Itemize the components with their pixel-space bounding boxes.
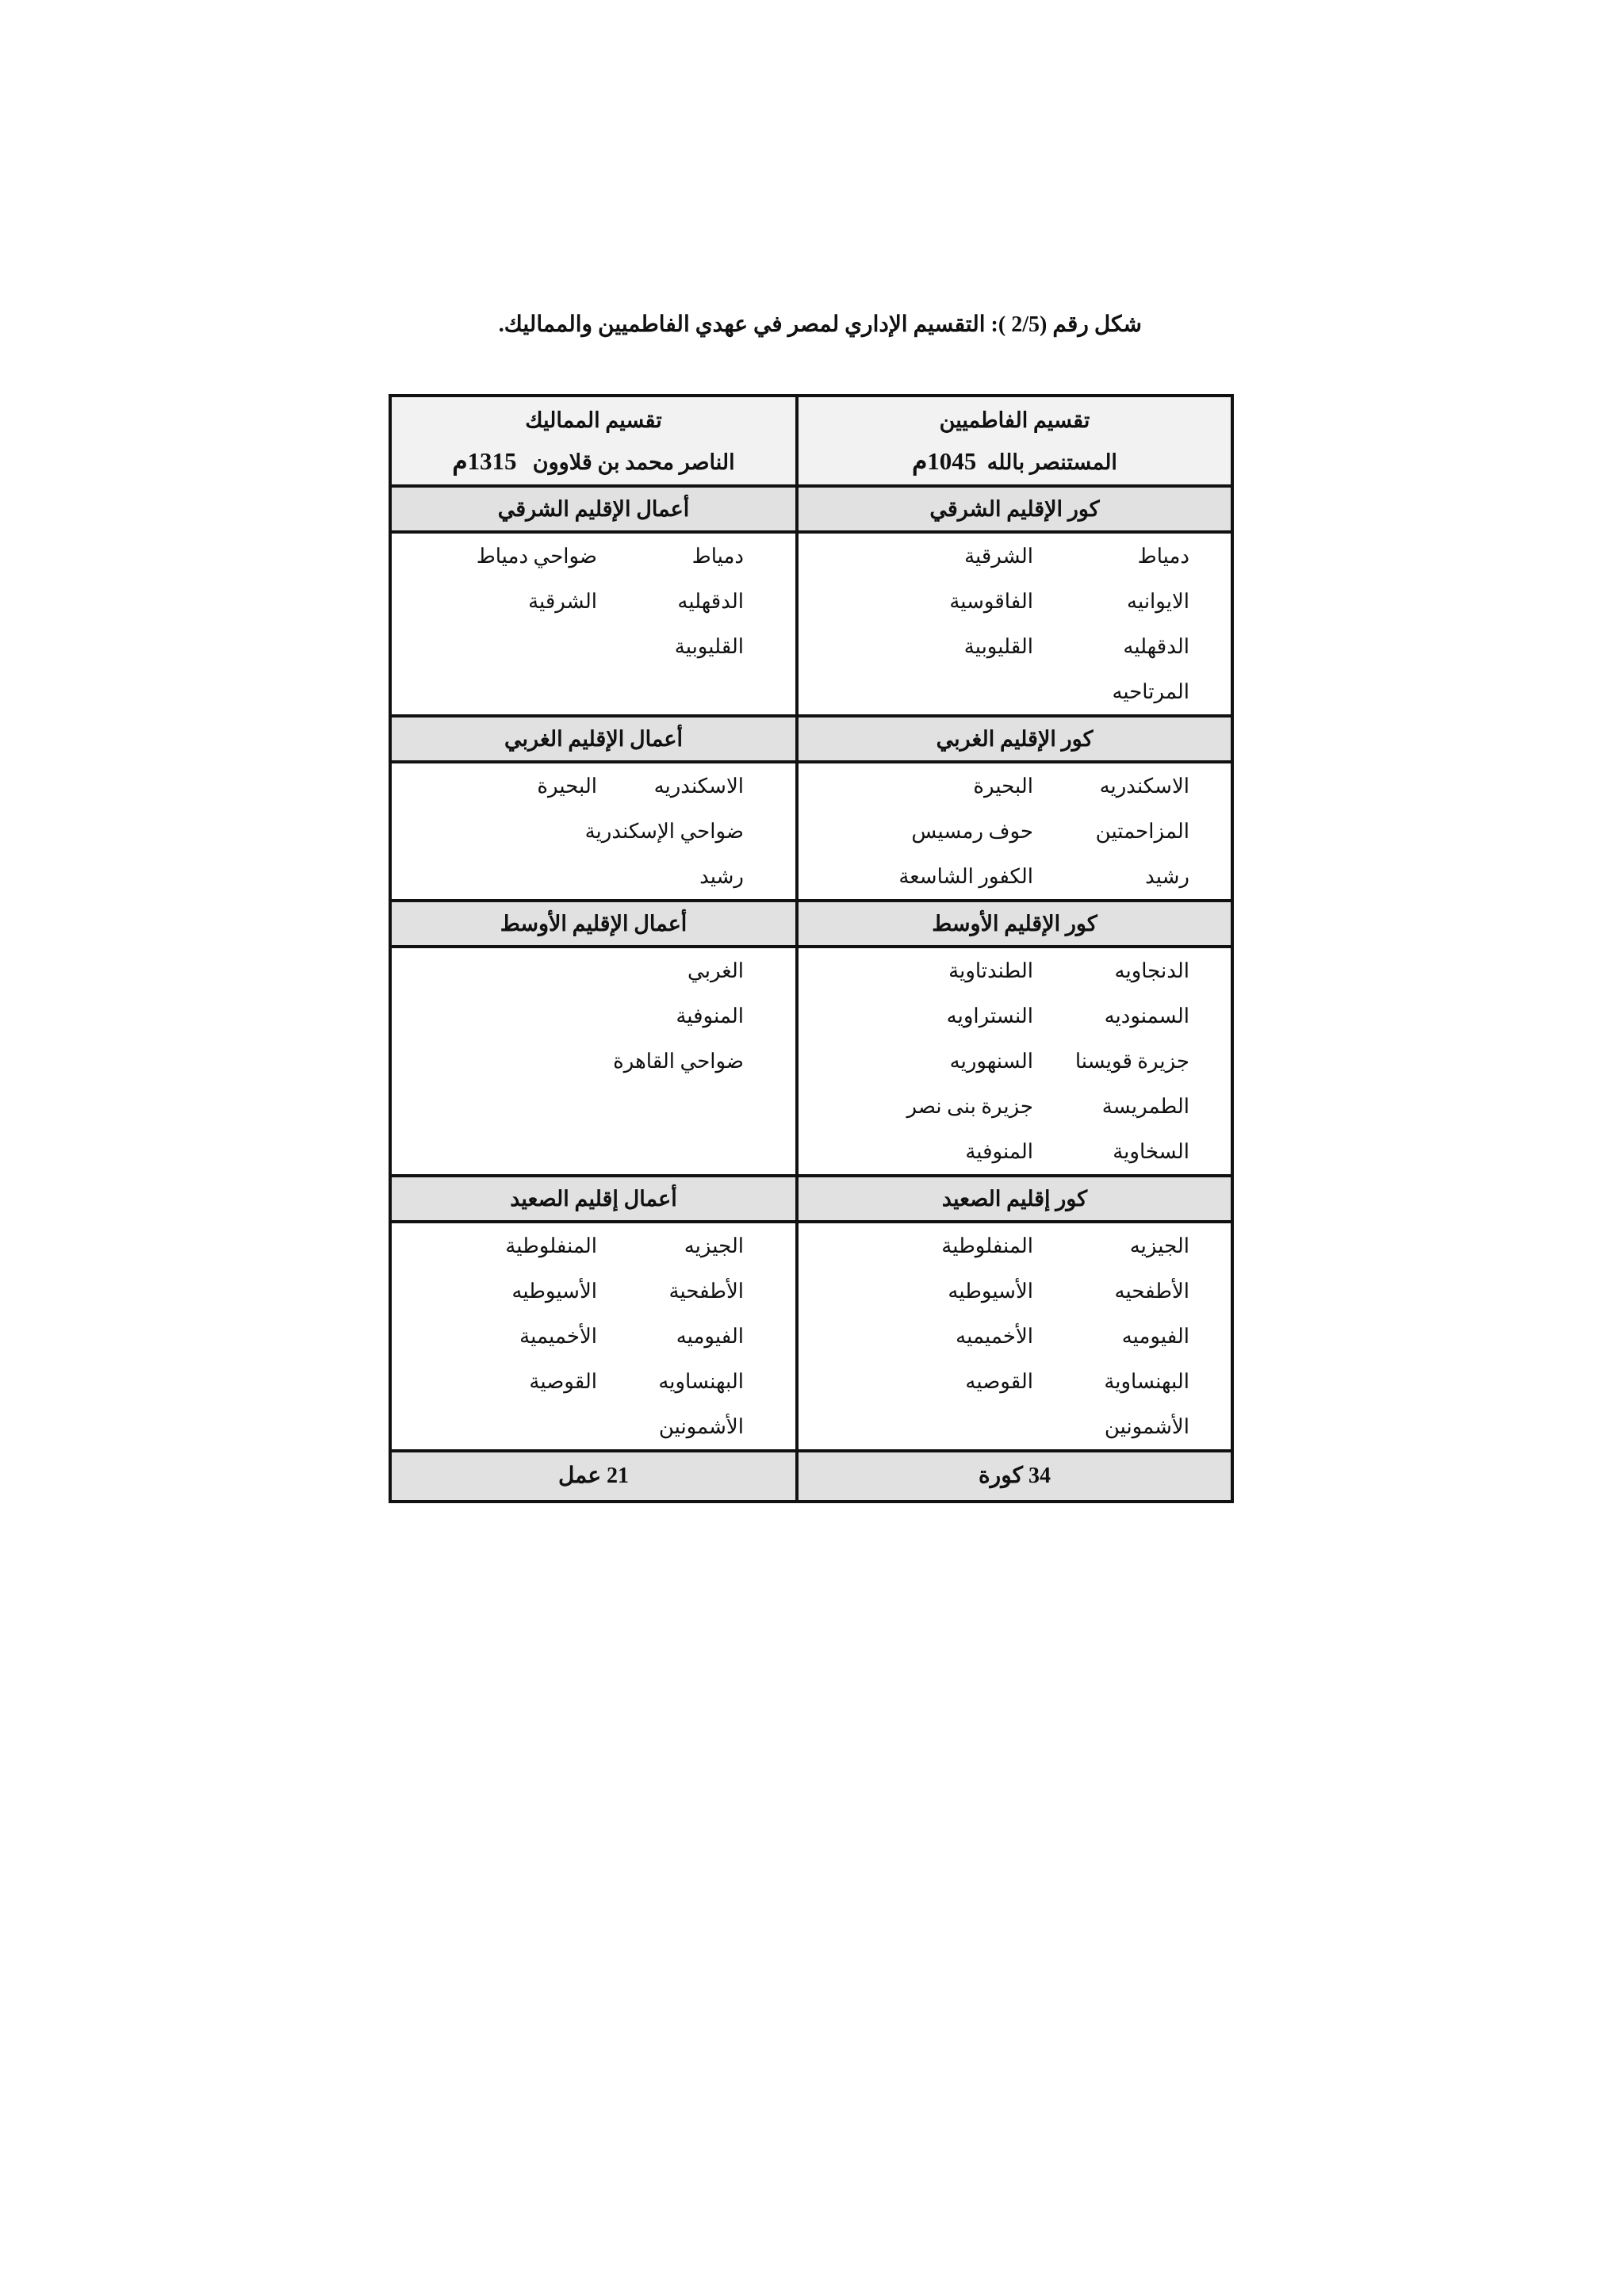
region-name: البحيرة (537, 775, 597, 798)
region-name: السخاوية (1113, 1140, 1189, 1163)
list-item (799, 534, 1231, 579)
section-title-row (390, 901, 1232, 947)
region-name: جزيرة بنى نصر (906, 1095, 1033, 1118)
region-name: الأخميمية (519, 1325, 597, 1348)
region-name: الفيوميه (676, 1325, 744, 1348)
mamluk-section-title: أعمال الإقليم الغربي (390, 716, 797, 762)
region-name: الجيزيه (684, 1234, 744, 1257)
fatimid-ruler: المستنصر بالله (986, 450, 1117, 474)
list-item (799, 763, 1231, 809)
fatimid-ruler-line (799, 447, 1231, 476)
fatimid-year: 1045م (912, 447, 977, 475)
list-item (392, 579, 795, 624)
list-item (392, 1039, 795, 1084)
totals-row (390, 1451, 1232, 1502)
region-name: الطندتاوية (948, 959, 1033, 982)
region-name: الكفور الشاسعة (898, 865, 1033, 888)
list-item (392, 1223, 795, 1269)
region-name: القليوبية (963, 635, 1033, 658)
region-name: ضواحي الإسكندرية (584, 820, 744, 843)
mamluk-region-list (390, 947, 797, 1176)
list-item (799, 579, 1231, 624)
fatimid-section-title: كور الإقليم الشرقي (797, 486, 1232, 532)
mamluk-region-list (390, 762, 797, 901)
list-item (392, 1404, 795, 1449)
region-name: المنوفية (965, 1140, 1033, 1163)
region-name: البهنساويه (658, 1370, 744, 1393)
list-item (392, 993, 795, 1039)
fatimid-region-list (797, 1222, 1232, 1451)
list-item (799, 1359, 1231, 1404)
region-name: الأسيوطيه (511, 1280, 597, 1303)
region-name: البحيرة (973, 775, 1033, 798)
mamluk-header (390, 396, 797, 486)
region-name: البهنساوية (1104, 1370, 1189, 1393)
region-name: الاسكندريه (653, 775, 744, 798)
region-name: المنفلوطية (505, 1234, 597, 1257)
region-name: الأخميميه (956, 1325, 1033, 1348)
list-item (799, 948, 1231, 993)
administrative-division-table (389, 394, 1234, 1503)
list-item (392, 624, 795, 669)
figure-caption: شكل رقم (2/5 ): التقسيم الإداري لمصر في عهدي الفاطميين والمماليك. (498, 312, 1142, 337)
region-name: الطمريسة (1101, 1095, 1189, 1118)
region-name: المنفلوطية (941, 1234, 1033, 1257)
region-name: ضواحي القاهرة (613, 1050, 744, 1073)
list-item (392, 854, 795, 899)
region-name: القوصية (529, 1370, 597, 1393)
list-item (799, 669, 1231, 714)
region-name: الأشمونين (658, 1415, 744, 1438)
fatimid-region-list (797, 762, 1232, 901)
region-name: الدقهليه (677, 590, 744, 613)
list-item (799, 809, 1231, 854)
list-item (392, 534, 795, 579)
list-item (799, 1039, 1231, 1084)
list-item (392, 1359, 795, 1404)
mamluk-ruler: الناصر محمد بن قلاوون (532, 450, 735, 474)
section-list-row (390, 762, 1232, 901)
section-list-row (390, 1222, 1232, 1451)
region-name: الشرقية (528, 590, 597, 613)
region-name: القليوبية (674, 635, 744, 658)
list-item (799, 1084, 1231, 1129)
region-name: جزيرة قويسنا (1074, 1050, 1189, 1073)
region-name: المزاحمتين (1095, 820, 1189, 843)
region-name: دمياط (691, 545, 744, 568)
list-item (799, 1269, 1231, 1314)
region-name: الايوانيه (1127, 590, 1189, 613)
list-item (799, 1404, 1231, 1449)
region-name: الشرقية (964, 545, 1033, 568)
region-name: حوف رمسيس (911, 820, 1033, 843)
region-name: السمنوديه (1104, 1004, 1189, 1027)
list-item (799, 624, 1231, 669)
list-item (392, 1269, 795, 1314)
mamluk-ruler-line (392, 447, 795, 476)
region-name: الدقهليه (1123, 635, 1189, 658)
fatimid-section-title: كور الإقليم الغربي (797, 716, 1232, 762)
fatimid-title: تقسيم الفاطميين (939, 408, 1090, 432)
fatimid-section-title: كور الإقليم الأوسط (797, 901, 1232, 947)
region-name: رشيد (699, 865, 744, 888)
region-name: المنوفية (676, 1004, 744, 1027)
section-title-row (390, 486, 1232, 532)
region-name: النستراويه (946, 1004, 1033, 1027)
list-item (799, 1314, 1231, 1359)
list-item (392, 809, 795, 854)
section-list-row (390, 947, 1232, 1176)
list-item (799, 993, 1231, 1039)
region-name: السنهوريه (949, 1050, 1033, 1073)
mamluk-section-title: أعمال الإقليم الشرقي (390, 486, 797, 532)
region-name: الفاقوسية (949, 590, 1033, 613)
list-item (799, 1223, 1231, 1269)
region-name: الأطفحيه (1114, 1280, 1189, 1303)
region-name: رشيد (1145, 865, 1189, 888)
region-name: الدنجاويه (1114, 959, 1189, 982)
list-item (392, 763, 795, 809)
section-title-row (390, 1176, 1232, 1222)
fatimid-region-list (797, 532, 1232, 716)
fatimid-section-title: كور إقليم الصعيد (797, 1176, 1232, 1222)
list-item (392, 948, 795, 993)
mamluk-title: تقسيم المماليك (525, 408, 662, 432)
region-name: الأطفحية (668, 1280, 744, 1303)
region-name: الاسكندريه (1099, 775, 1189, 798)
region-name: الأشمونين (1104, 1415, 1189, 1438)
region-name: ضواحي دمياط (476, 545, 597, 568)
section-list-row (390, 532, 1232, 716)
fatimid-total: 34 كورة (797, 1451, 1232, 1502)
section-title-row (390, 716, 1232, 762)
list-item (392, 1314, 795, 1359)
region-name: الغربي (688, 959, 744, 982)
header-row (390, 396, 1232, 486)
region-name: القوصيه (965, 1370, 1033, 1393)
region-name: الجيزيه (1129, 1234, 1189, 1257)
list-item (799, 854, 1231, 899)
region-name: المرتاحيه (1112, 680, 1189, 703)
mamluk-section-title: أعمال الإقليم الأوسط (390, 901, 797, 947)
fatimid-region-list (797, 947, 1232, 1176)
region-name: الفيوميه (1121, 1325, 1189, 1348)
mamluk-region-list (390, 1222, 797, 1451)
fatimid-header (797, 396, 1232, 486)
mamluk-total: 21 عمل (390, 1451, 797, 1502)
mamluk-section-title: أعمال إقليم الصعيد (390, 1176, 797, 1222)
region-name: دمياط (1137, 545, 1189, 568)
mamluk-region-list (390, 532, 797, 716)
region-name: الأسيوطيه (948, 1280, 1033, 1303)
mamluk-year: 1315م (452, 447, 517, 475)
list-item (799, 1129, 1231, 1174)
